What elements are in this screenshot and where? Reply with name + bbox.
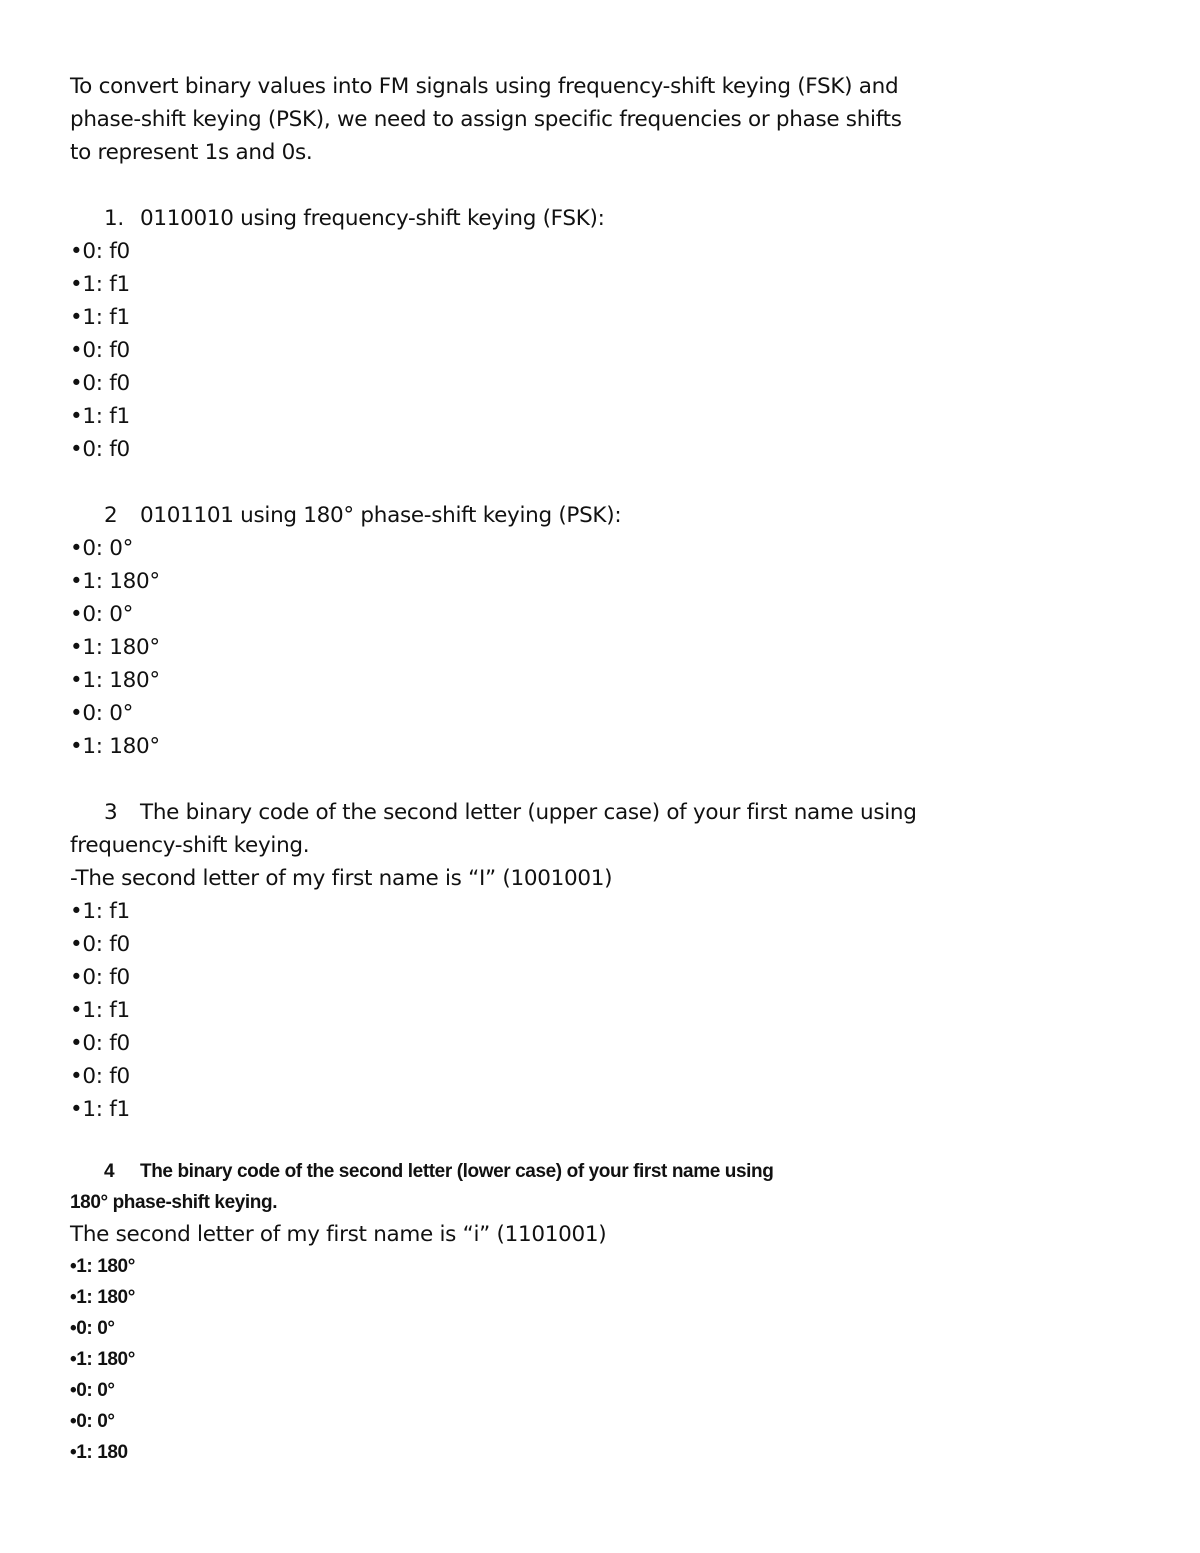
section-2-number: 2 [104, 503, 118, 528]
section-2-title: 0101101 using 180° phase-shift keying (PSK): [140, 503, 622, 528]
list-item: •1: f1 [70, 1097, 130, 1122]
section-1-title: 0110010 using frequency-shift keying (FSK): [140, 206, 605, 231]
section-3-number: 3 [104, 800, 118, 825]
section-1-heading [70, 202, 1130, 235]
list-item: •0: f0 [70, 239, 130, 264]
list-item: •1: 180° [70, 734, 160, 759]
section-3-heading [70, 796, 1130, 829]
section-4-heading [70, 1156, 1130, 1187]
list-item: •1: f1 [70, 404, 130, 429]
list-item: •1: f1 [70, 305, 130, 330]
list-item: •1: 180° [70, 1287, 135, 1308]
list-item: •1: 180° [70, 1256, 135, 1277]
list-item: •0: f0 [70, 1031, 130, 1056]
list-item: •1: 180° [70, 635, 160, 660]
list-item: •0: f0 [70, 1064, 130, 1089]
list-item: •0: f0 [70, 338, 130, 363]
section-4-number: 4 [104, 1161, 115, 1182]
list-item: •1: f1 [70, 899, 130, 924]
list-item: •0: 0° [70, 1411, 115, 1432]
list-item: •1: 180° [70, 668, 160, 693]
intro-line-1: To convert binary values into FM signals using frequency-shift keying (FSK) and [70, 74, 899, 99]
intro-line-2: phase-shift keying (PSK), we need to assign specific frequencies or phase shifts [70, 107, 902, 132]
list-item: •1: 180° [70, 1349, 135, 1370]
list-item: •0: f0 [70, 965, 130, 990]
list-item: •0: f0 [70, 932, 130, 957]
document-page [70, 70, 1130, 1468]
list-item: •0: 0° [70, 1380, 115, 1401]
section-3-note: -The second letter of my first name is “I” (1001001) [70, 866, 613, 891]
section-2-heading [70, 499, 1130, 532]
list-item: •1: 180° [70, 569, 160, 594]
list-item: •0: 0° [70, 536, 134, 561]
list-item: •0: 0° [70, 701, 134, 726]
section-3-title: The binary code of the second letter (upper case) of your first name using [140, 800, 917, 825]
list-item: •1: 180 [70, 1442, 128, 1463]
list-item: •0: 0° [70, 602, 134, 627]
section-3-title-cont: frequency-shift keying. [70, 833, 310, 858]
section-4-note: The second letter of my first name is “i” (1101001) [70, 1222, 607, 1247]
list-item: •0: f0 [70, 437, 130, 462]
intro-line-3: to represent 1s and 0s. [70, 140, 313, 165]
list-item: •1: f1 [70, 998, 130, 1023]
section-1-number: 1. [104, 206, 124, 231]
list-item: •0: f0 [70, 371, 130, 396]
section-4-title: The binary code of the second letter (lower case) of your first name using [140, 1161, 774, 1182]
list-item: •1: f1 [70, 272, 130, 297]
list-item: •0: 0° [70, 1318, 115, 1339]
section-4-title-cont: 180° phase-shift keying. [70, 1192, 278, 1213]
